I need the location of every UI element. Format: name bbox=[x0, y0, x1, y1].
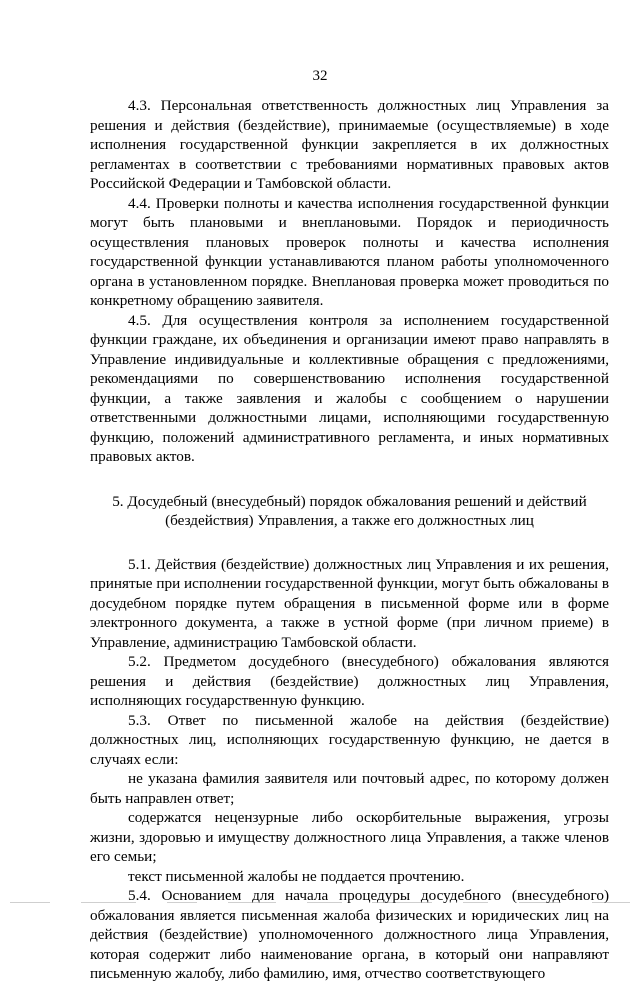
section-5-heading: 5. Досудебный (внесудебный) порядок обжалования решений и действий (бездействия) Управления, а также его должностных лиц bbox=[112, 492, 587, 529]
paragraph-4-4: 4.4. Проверки полноты и качества исполнения государственной функции могут быть плановыми и внеплановыми. Порядок и периодичность осуществления плановых проверок полноты и качества исполнения государственной функции устанавливаются планом работы уполномоченного органа в установленном порядке. Внеплановая проверка может проводиться по конкретному обращению заявителя. bbox=[90, 194, 609, 309]
paragraph-5-2: 5.2. Предметом досудебного (внесудебного) обжалования являются решения и действия (бездействие) должностных лиц Управления, исполняющих государственную функцию. bbox=[90, 653, 609, 709]
paragraph-4-5: 4.5. Для осуществления контроля за исполнением государственной функции граждане, их объединения и организации имеют право направлять в Управление индивидуальные и коллективные обращения с предложениями, рекомендациями по совершенствованию исполнения государственной функции, а также заявления и жалобы с сообщением о нарушении ответственными должностными лицами, исполняющими государственную функцию, положений административного регламента, и иных нормативных правовых актов. bbox=[90, 311, 609, 465]
paragraph-4-3: 4.3. Персональная ответственность должностных лиц Управления за решения и действия (бездействие), принимаемые (осуществляемые) в ходе исполнения государственной функции закрепляется в их должностных регламентах в соответствии с требованиями нормативных правовых актов Российской Федерации и Тамбовской области. bbox=[90, 97, 609, 192]
document-body bbox=[90, 96, 609, 984]
page-number: 32 bbox=[312, 68, 328, 84]
paragraph-5-1: 5.1. Действия (бездействие) должностных лиц Управления и их решения, принятые при исполнении государственной функции, могут быть обжалованы в досудебном порядке путем обращения в письменной форме или в форме электронного документа, а также в устной форме (при личном приеме) в Управление, администрацию Тамбовской области. bbox=[90, 555, 609, 651]
list-item-no-name: не указана фамилия заявителя или почтовый адрес, по которому должен быть направлен ответ; bbox=[90, 770, 609, 807]
paragraph-5-4: 5.4. Основанием для начала процедуры досудебного (внесудебного) обжалования является письменная жалоба физических и юридических лиц на действия (бездействие) уполномоченного должностного лица Управления, которая содержит либо наименование органа, в который они направляют письменную жалобу, либо фамилию, имя, отчество соответствующего bbox=[90, 887, 609, 982]
list-item-unreadable: текст письменной жалобы не поддается прочтению. bbox=[128, 867, 465, 885]
scan-edge-artifact bbox=[10, 895, 630, 903]
list-item-offensive: содержатся нецензурные либо оскорбительные выражения, угрозы жизни, здоровью и имуществу должностного лица Управления, а также членов его семьи; bbox=[90, 809, 609, 865]
paragraph-5-3: 5.3. Ответ по письменной жалобе на действия (бездействие) должностных лиц, исполняющих государственную функцию, не дается в случаях если: bbox=[90, 711, 609, 768]
